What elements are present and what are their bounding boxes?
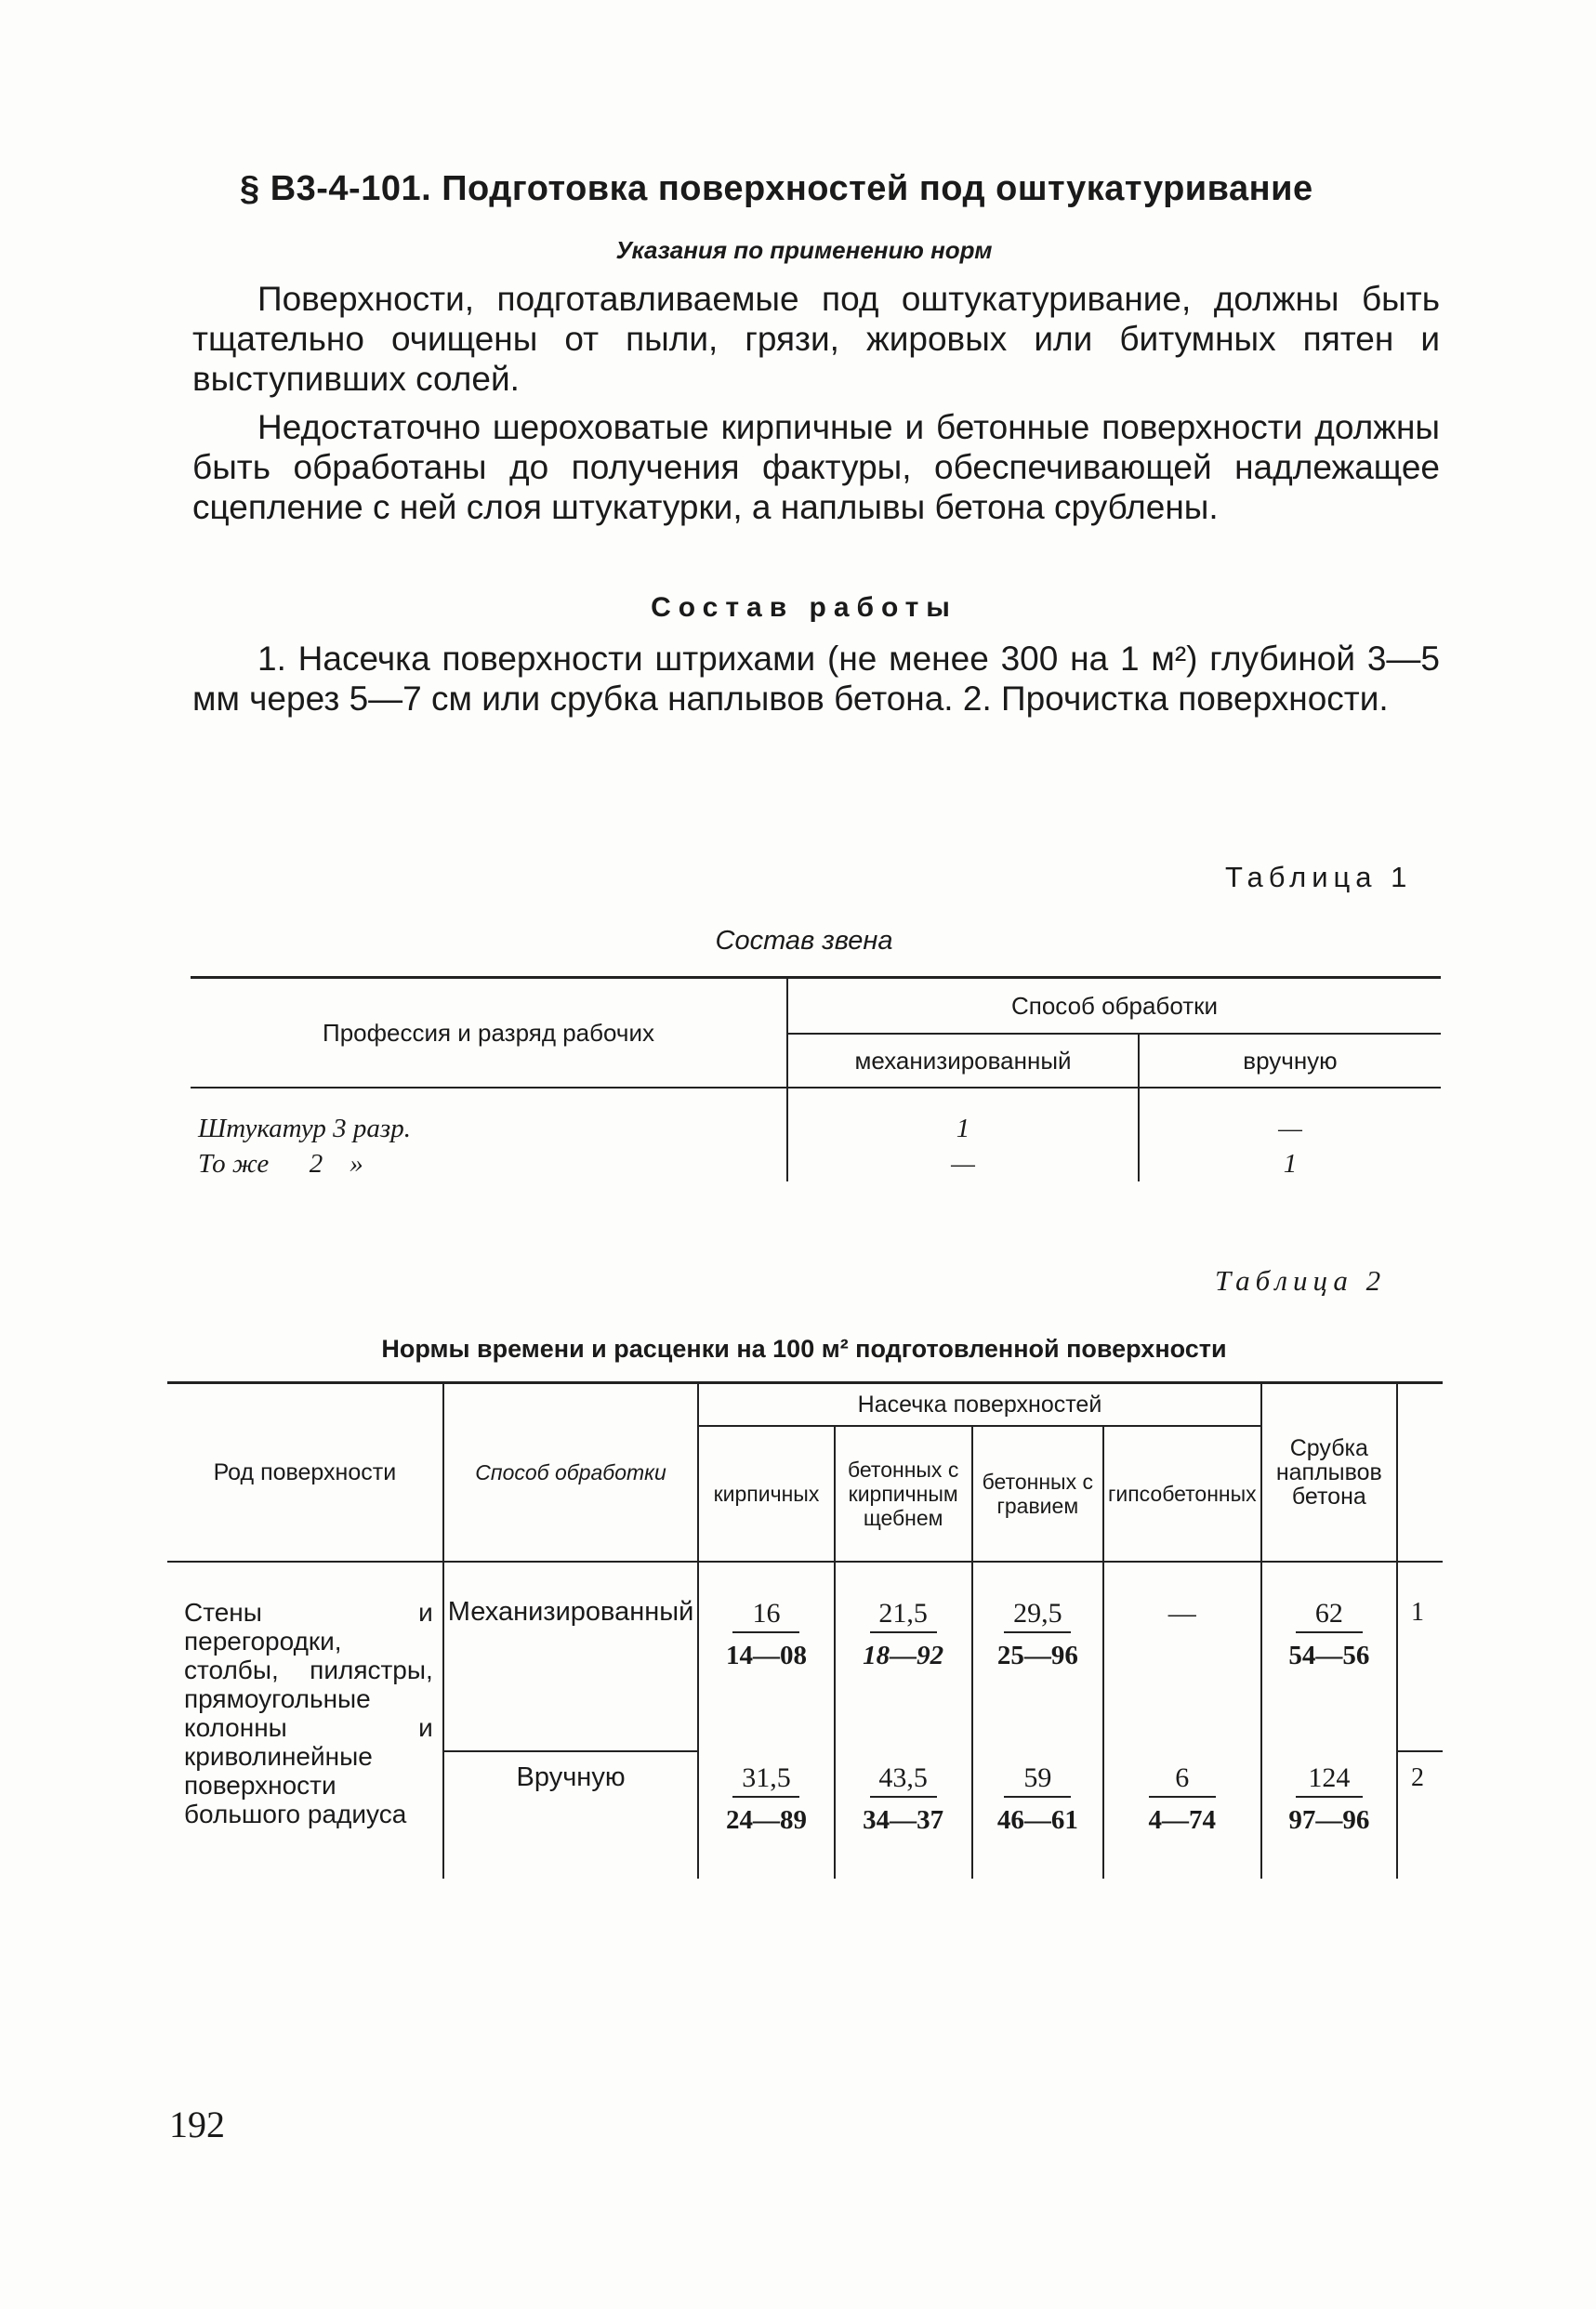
norm-value: 6 — [1149, 1762, 1216, 1798]
col-brick: кирпичных — [698, 1426, 834, 1562]
col-profession: Профессия и разряд рабочих — [191, 978, 787, 1089]
work-heading: Состав работы — [651, 592, 957, 623]
table2-caption: Нормы времени и расценки на 100 м² подготовленной поверхности — [381, 1335, 1227, 1363]
profession-cell: То же 2 » — [191, 1146, 787, 1181]
price-value: 25—96 — [996, 1641, 1078, 1670]
section-title: § В3-4-101. Подготовка поверхностей под оштукатуривание — [240, 169, 1313, 208]
table-row — [191, 1088, 1441, 1146]
crew-table — [191, 976, 1441, 1181]
guidance-heading: Указания по применению норм — [615, 236, 993, 264]
chop-cell — [1261, 1751, 1397, 1879]
mechanized-cell: — — [787, 1146, 1139, 1181]
surface-description: Стены и перегородки, столбы, пилястры, прямоугольные колонны и криволинейные поверхности большого радиуса — [167, 1562, 443, 1879]
norm-value: 29,5 — [1004, 1598, 1071, 1633]
table2-label — [1215, 1264, 1386, 1298]
col-manual: вручную — [1139, 1034, 1441, 1088]
brick-cell — [698, 1562, 834, 1751]
page-number: 192 — [169, 2104, 225, 2145]
row-number: 2 — [1397, 1751, 1443, 1879]
col-method: Способ обработки — [443, 1383, 699, 1563]
col-mechanized: механизированный — [787, 1034, 1139, 1088]
norm-value: 43,5 — [870, 1762, 937, 1798]
norm-value: 21,5 — [870, 1598, 937, 1633]
gypsum-cell: — — [1103, 1562, 1261, 1751]
col-concrete-gravel: бетонных с гравием — [972, 1426, 1103, 1562]
col-method-group: Способ обработки — [787, 978, 1441, 1035]
price-value: 18—92 — [863, 1641, 944, 1670]
price-value: 4—74 — [1148, 1805, 1217, 1835]
price-value: 34—37 — [863, 1805, 944, 1835]
manual-cell: — — [1278, 1113, 1302, 1143]
gypsum-cell — [1103, 1751, 1261, 1879]
table1-caption: Состав звена — [715, 926, 893, 956]
concrete-gravel-cell — [972, 1562, 1103, 1751]
col-concrete-brick: бетонных с кирпичным щебнем — [835, 1426, 972, 1562]
col-number — [1397, 1383, 1443, 1563]
brick-cell — [698, 1751, 834, 1879]
norm-value: 31,5 — [732, 1762, 799, 1798]
price-value: 54—56 — [1288, 1641, 1370, 1670]
price-value: 24—89 — [725, 1805, 807, 1835]
col-chop: Срубка наплывов бетона — [1261, 1383, 1397, 1563]
table1-label: Таблица 1 — [1225, 861, 1413, 893]
concrete-gravel-cell — [972, 1751, 1103, 1879]
manual-cell: 1 — [1283, 1148, 1298, 1179]
price-value: 14—08 — [725, 1641, 807, 1670]
price-value: 46—61 — [996, 1805, 1078, 1835]
row-number: 1 — [1411, 1598, 1425, 1627]
table-row — [167, 1562, 1443, 1751]
col-gypsum: гипсобетонных — [1103, 1426, 1261, 1562]
norms-table — [167, 1381, 1443, 1879]
table2-label-text: Таблица 2 — [1215, 1264, 1387, 1297]
paragraph-cleaning: Поверхности, подготавливаемые под оштукатуривание, должны быть тщательно очищены от пыли, грязи, жировых или битумных пятен и выступивших солей. — [192, 280, 1440, 398]
table-row — [191, 1146, 1441, 1181]
method-cell: Вручную — [443, 1751, 699, 1879]
norm-value: 16 — [732, 1598, 799, 1633]
norm-value: 124 — [1296, 1762, 1363, 1798]
col-surface: Род поверхности — [167, 1383, 443, 1563]
chop-cell — [1261, 1562, 1397, 1751]
concrete-brick-cell — [835, 1562, 972, 1751]
paragraph-roughness: Недостаточно шероховатые кирпичные и бетонные поверхности должны быть обработаны до получения фактуры, обеспечивающей надлежащее сцепление с ней слоя штукатурки, а наплывы бетона срублены. — [192, 408, 1440, 526]
mechanized-cell: 1 — [787, 1088, 1139, 1146]
work-text: 1. Насечка поверхности штрихами (не менее 300 на 1 м²) глубиной 3—5 мм через 5—7 см или срубка наплывов бетона. 2. Прочистка поверхности. — [192, 640, 1440, 718]
norm-value: 62 — [1296, 1598, 1363, 1633]
price-value: 97—96 — [1288, 1805, 1370, 1835]
concrete-brick-cell — [835, 1751, 972, 1879]
method-cell: Механизированный — [443, 1562, 699, 1751]
col-notch-group: Насечка поверхностей — [698, 1383, 1260, 1427]
profession-cell: Штукатур 3 разр. — [191, 1088, 787, 1146]
norm-value: 59 — [1004, 1762, 1071, 1798]
